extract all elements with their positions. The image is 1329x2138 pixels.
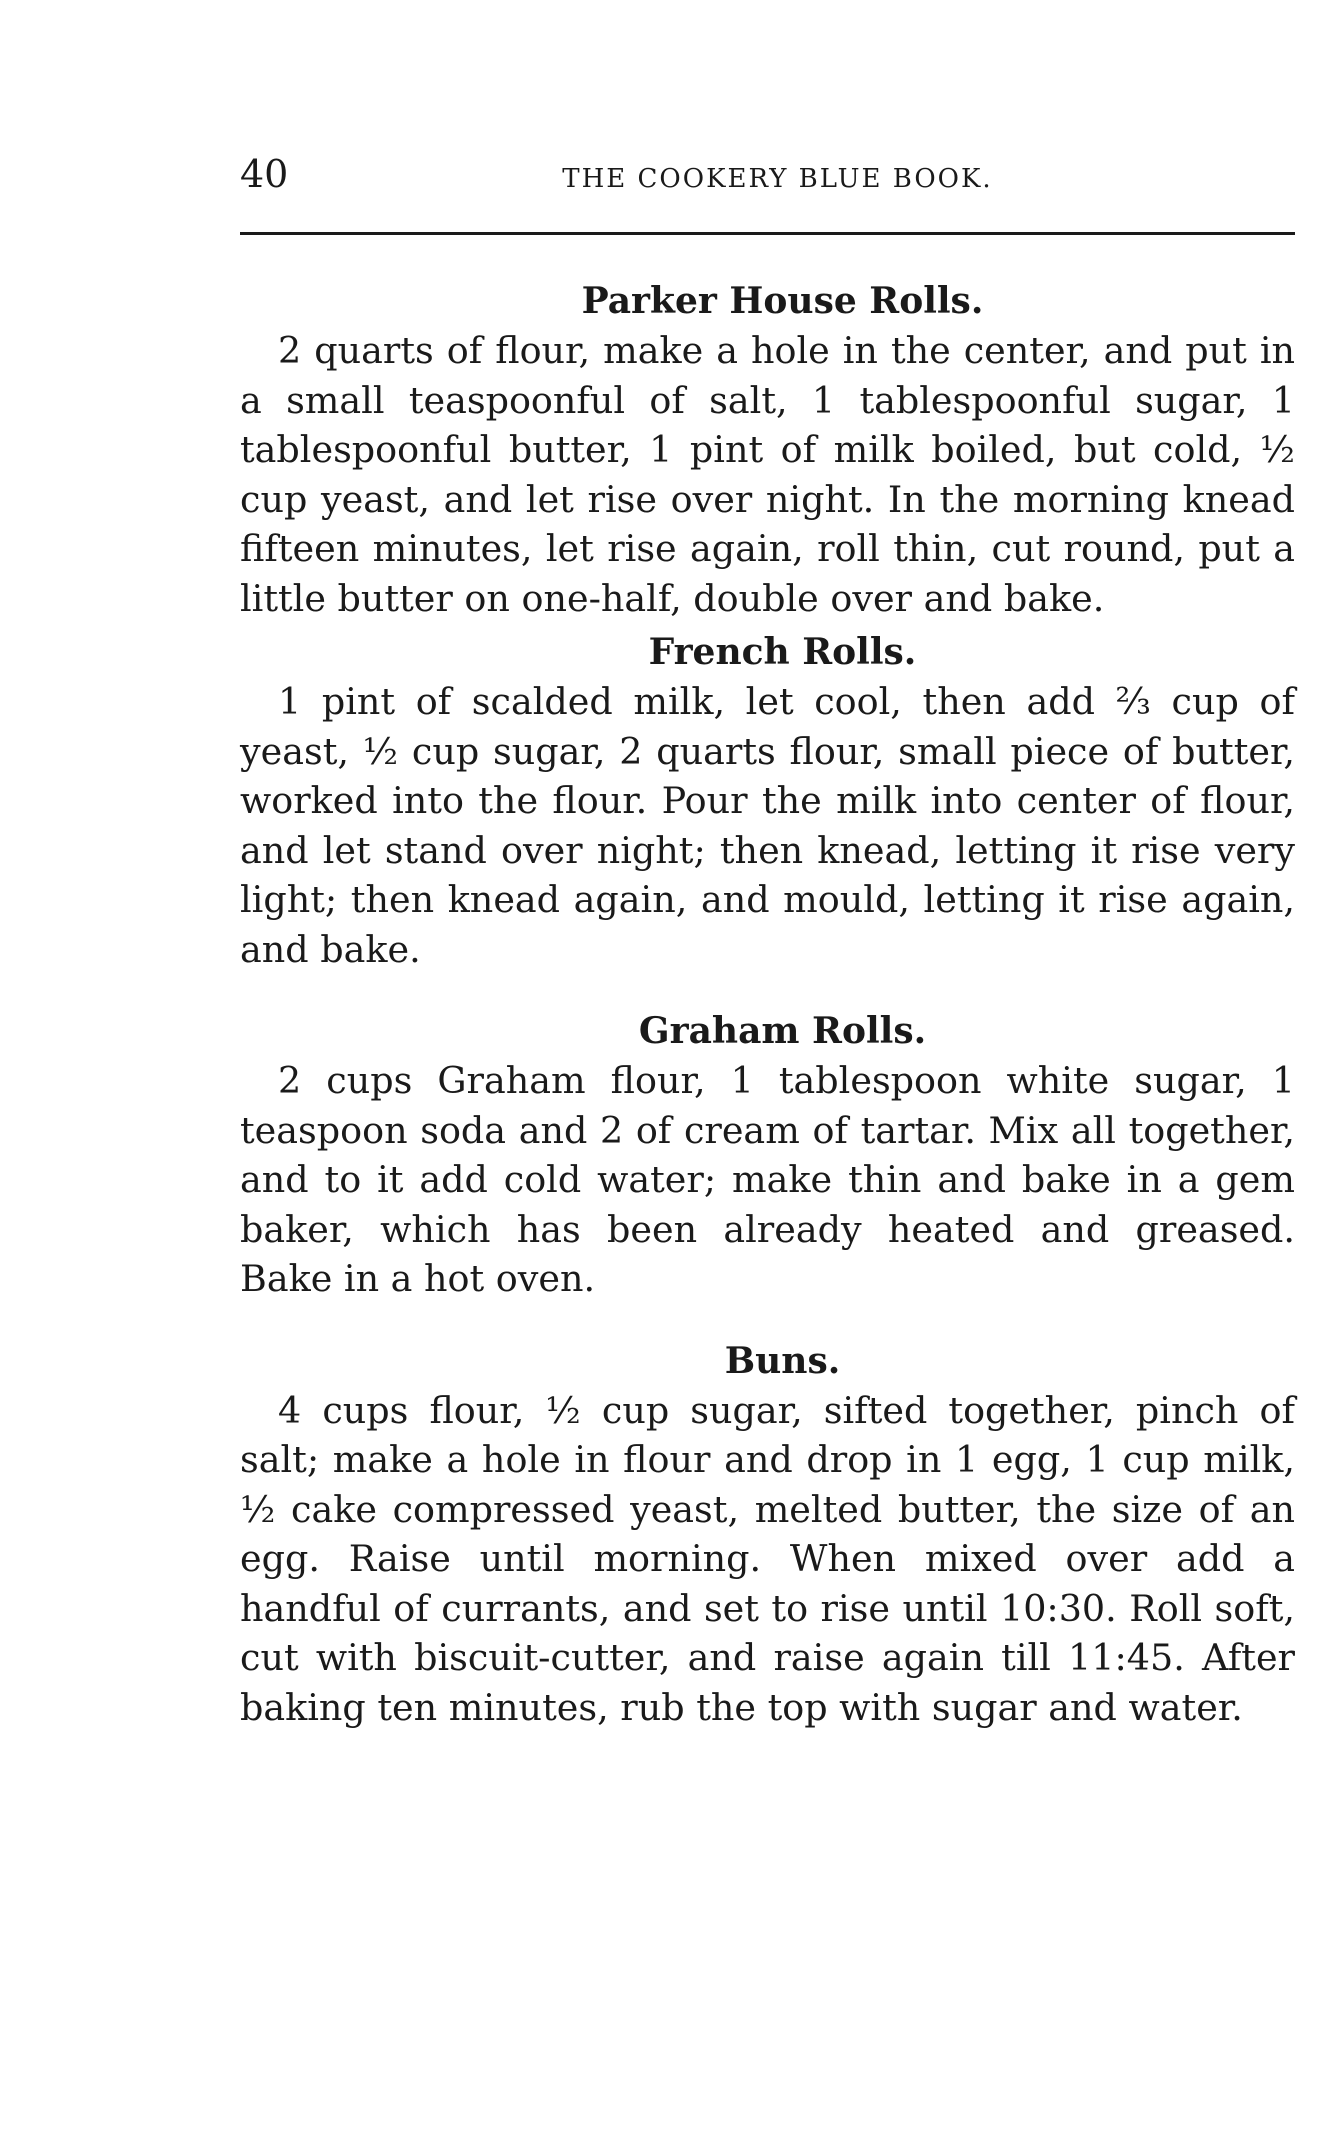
recipe-body: 4 cups flour, ½ cup sugar, sifted together, pinch of salt; make a hole in flour and drop in 1 egg, 1 cup milk, ½ cake compressed yeast, melted butter, the size of an egg. Raise until morning. When mixed over add a handful of currants, and set to rise until 10:30. Roll soft, cut with biscuit-cutter, and raise again till 11:45. After baking ten minutes, rub the top with sugar and water. [240, 1388, 1295, 1729]
spacer [240, 1304, 1295, 1336]
recipe-title: Graham Rolls. [638, 1010, 927, 1052]
spacer [240, 974, 1295, 1006]
recipe-title: Buns. [724, 1339, 841, 1382]
recipe-body: 2 cups Graham flour, 1 tablespoon white sugar, 1 teaspoon soda and 2 of cream of tartar. Mix all together, and to it add cold water; make thin and bake in a gem baker, which has been already heated and greased. Bake in a hot oven. [240, 1059, 1295, 1300]
recipe-parker-house-rolls [240, 276, 1295, 623]
recipe-title: French Rolls. [648, 631, 917, 673]
recipe-graham-rolls [240, 1006, 1295, 1304]
running-head: THE COOKERY BLUE BOOK. [562, 164, 993, 194]
recipe-body: 2 quarts of flour, make a hole in the center, and put in a small teaspoonful of salt, 1 tablespoonful sugar, 1 tablespoonful butter, 1 pint of milk boiled, but cold, ½ cup yeast, and let rise over night. In the morning knead fifteen minutes, let rise again, roll thin, cut round, put a little butter on one-half, double over and bake. [240, 329, 1295, 620]
recipe-title: Parker House Rolls. [581, 280, 984, 322]
page-header [240, 150, 1295, 200]
recipe-body: 1 pint of scalded milk, let cool, then add ⅔ cup of yeast, ½ cup sugar, 2 quarts flour, small piece of butter, worked into the flour. Pour the milk into center of flour, and let stand over night; then knead, letting it rise very light; then knead again, and mould, letting it rise again, and bake. [240, 680, 1295, 971]
page-number: 40 [240, 152, 289, 196]
page-content [240, 276, 1295, 1732]
recipe-buns [240, 1336, 1295, 1733]
recipe-french-rolls [240, 627, 1295, 974]
header-rule [240, 232, 1295, 235]
